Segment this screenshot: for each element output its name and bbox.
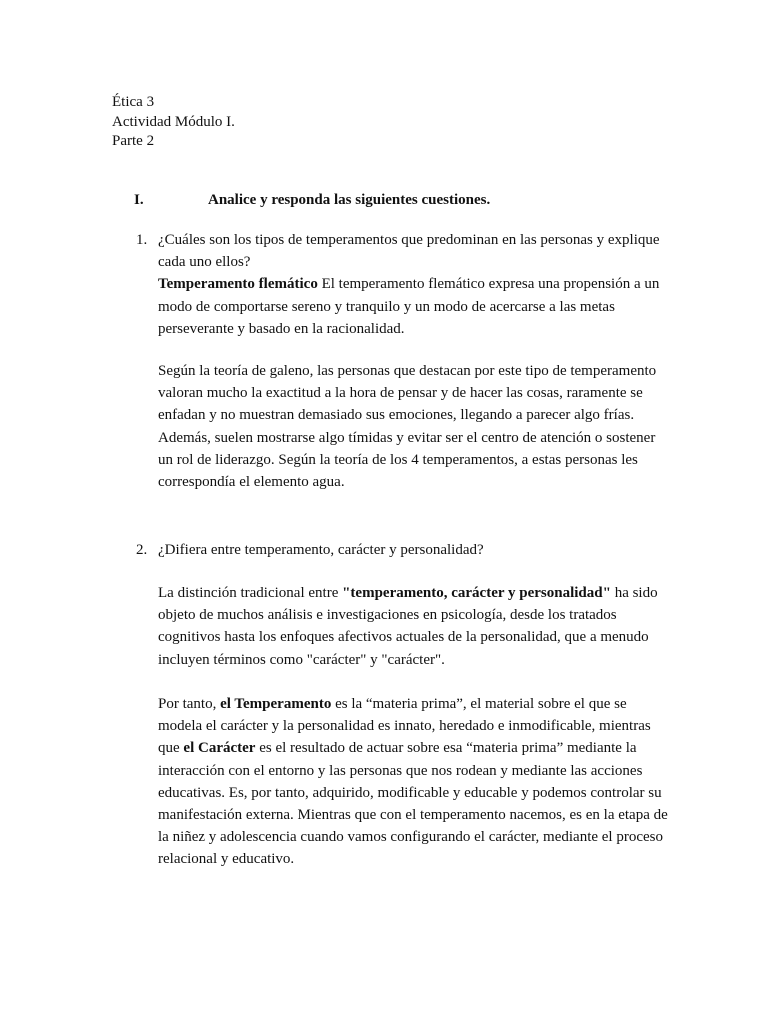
document-header: [112, 93, 235, 152]
section-number: I.: [134, 192, 144, 208]
answer-2-paragraph-1: [158, 582, 668, 671]
question-2-text: ¿Difiera entre temperamento, carácter y personalidad?: [158, 542, 484, 558]
question-2-number: 2.: [136, 542, 148, 558]
answer-2-p2-bold-temperamento: el Temperamento: [220, 696, 332, 712]
answer-2-p2-text-a: Por tanto,: [158, 696, 221, 712]
answer-2-p1-text-b: ha sido objeto de muchos análisis e investigaciones en psicología, desde los tratados cognitivos hasta los enfoques afectivos actuales de la personalidad, que a menudo incluyen términos como "carácter" y "carácter".: [158, 585, 658, 668]
question-1: [136, 229, 666, 340]
section-title-text: Analice y responda las siguientes cuestiones.: [208, 192, 491, 208]
section-heading: [134, 190, 490, 210]
answer-1-text: El temperamento flemático expresa una propensión a un modo de comportarse sereno y tranquilo y un modo de acercarse a las metas perseverante y basado en la racionalidad.: [158, 276, 660, 337]
course-title: Ética 3: [112, 94, 155, 110]
answer-2-p1-text-a: La distinción tradicional entre: [158, 585, 343, 601]
part-label: Parte 2: [112, 133, 155, 149]
answer-2-paragraph-2: [158, 693, 668, 871]
activity-title: Actividad Módulo I.: [112, 113, 235, 130]
answer-1-bold-term: Temperamento flemático: [158, 276, 318, 293]
question-2: [136, 539, 666, 561]
answer-2-p2-text-b: es la “materia prima”, el material sobre el que se modela el carácter y la personalidad es innato, heredado e inmodificable, mientras que: [158, 696, 651, 757]
answer-2-p1-bold: "temperamento, carácter y personalidad": [342, 585, 611, 601]
answer-2-p2-text-c: es el resultado de actuar sobre esa “materia prima” mediante la interacción con el entorno y las personas que nos rodean y mediante las acciones educativas. Es, por tanto, adquirido, modificable y educable y podemos controlar su manifestación externa. Mientras que con el temperamento nacemos, es en la etapa de la niñez y adolescencia cuando vamos configurando el carácter, mediante el proceso relacional y educativo.: [158, 740, 668, 868]
answer-1-paragraph-2: Según la teoría de galeno, las personas que destacan por este tipo de temperamento valoran mucho la exactitud a la hora de pensar y de hacer las cosas, raramente se enfadan y no muestran demasiado sus emociones, llegando a parecer algo frías. Además, suelen mostrarse algo tímidas y evitar ser el centro de atención o sostener un rol de liderazgo. Según la teoría de los 4 temperamentos, a estas personas les correspondía el elemento agua.: [158, 363, 657, 491]
question-1-text: ¿Cuáles son los tipos de temperamentos que predominan en las personas y explique cada uno ellos?: [158, 232, 660, 271]
question-1-number: 1.: [136, 232, 148, 248]
question-1-answer: [158, 273, 666, 340]
answer-2-p2-bold-caracter: el Carácter: [183, 740, 256, 757]
